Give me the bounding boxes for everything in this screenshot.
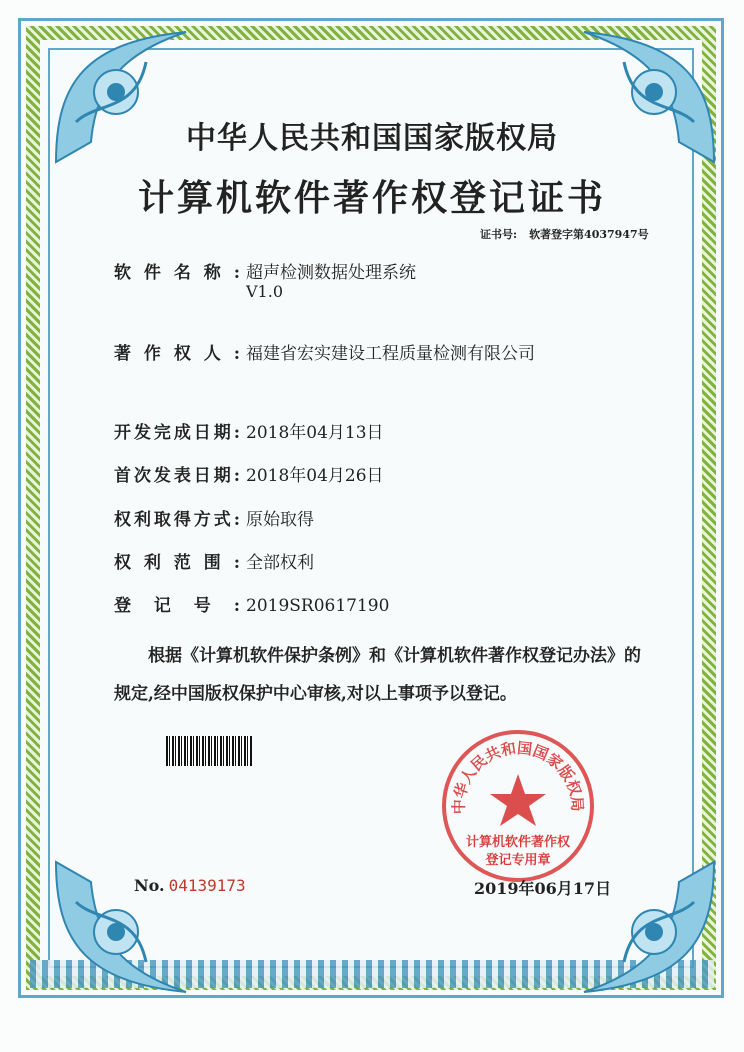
seal-text-line-1: 计算机软件著作权 <box>465 835 571 850</box>
scope-row <box>114 548 314 573</box>
owner-row <box>114 339 535 364</box>
acquire-label: 权利取得方式: <box>114 510 240 530</box>
certificate-title: 计算机软件著作权登记证书 <box>137 177 606 219</box>
owner-value: 福建省宏实建设工程质量检测有限公司 <box>246 344 535 364</box>
reg-no-value: 2019SR0617190 <box>246 596 390 616</box>
version-value: V1.0 <box>246 282 283 301</box>
cert-no-label: 证书号: <box>480 228 518 241</box>
issuer-title: 中华人民共和国国家版权局 <box>186 121 558 156</box>
publish-date-row <box>114 461 384 486</box>
issue-date: 2019年06月17日 <box>474 879 612 898</box>
publish-date-label: 首次发表日期: <box>114 466 240 486</box>
serial-no-value: 04139173 <box>168 876 246 895</box>
software-name-row <box>114 258 416 283</box>
serial-no-label: No. <box>134 876 165 895</box>
dev-date-row <box>114 418 384 443</box>
serial-number <box>134 876 246 895</box>
seal-star-icon <box>490 774 546 826</box>
reg-no-label: 登记号: <box>114 596 240 616</box>
barcode-icon <box>166 736 252 766</box>
owner-label: 著作权人: <box>114 344 240 364</box>
corner-ornament-icon <box>46 852 196 1002</box>
statement-line-1: 根据《计算机软件保护条例》和《计算机软件著作权登记办法》的 <box>148 646 641 666</box>
statement-line-2: 规定,经中国版权保护中心审核,对以上事项予以登记。 <box>114 684 517 704</box>
dev-date-label: 开发完成日期: <box>114 423 240 443</box>
seal-arc-text: 中华人民共和国国家版权局 <box>449 739 587 815</box>
official-seal <box>438 726 598 886</box>
software-name-value: 超声检测数据处理系统 <box>246 263 416 283</box>
dev-date-value: 2018年04月13日 <box>246 423 384 443</box>
acquire-row <box>114 505 314 530</box>
cert-no-value: 软著登字第4037947号 <box>529 228 649 241</box>
publish-date-value: 2018年04月26日 <box>246 466 384 486</box>
software-name-label: 软件名称: <box>114 263 240 283</box>
scope-label: 权利范围: <box>114 553 240 573</box>
seal-text-line-2: 登记专用章 <box>485 853 551 868</box>
acquire-value: 原始取得 <box>246 510 314 530</box>
scope-value: 全部权利 <box>246 553 314 573</box>
certificate-number <box>480 226 649 242</box>
registration-statement <box>114 637 674 713</box>
reg-no-row <box>114 591 389 616</box>
